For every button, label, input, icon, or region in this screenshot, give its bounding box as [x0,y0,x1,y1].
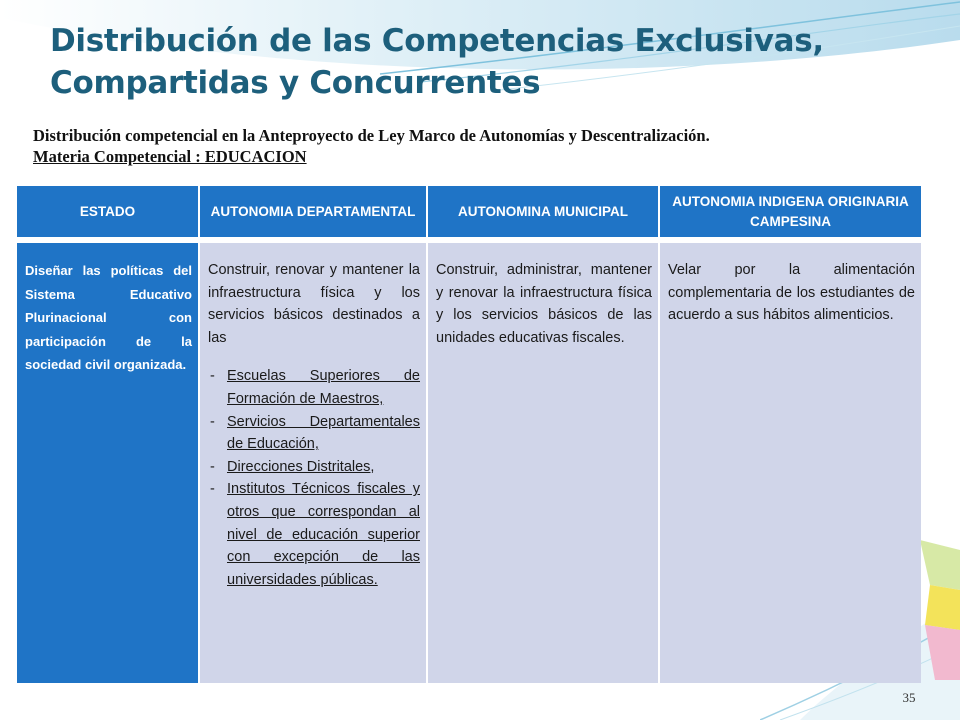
cell-municipal: Construir, administrar, mantener y renovar la infraestructura física y los servicios básicos de las unidades educativas fiscales. [427,240,659,683]
header-autonomia-departamental: AUTONOMIA DEPARTAMENTAL [199,186,427,240]
header-estado: ESTADO [17,186,199,240]
list-item: - Direcciones Distritales, [208,456,420,479]
list-item: - Servicios Departamentales de Educación, [208,411,420,456]
subtitle-line-2: Materia Competencial : EDUCACION [33,147,307,166]
table-header-row [17,186,921,240]
cell-departamental [199,240,427,683]
cell-estado: Diseñar las políticas del Sistema Educativo Plurinacional con participación de la sociedad civil organizada. [17,240,199,683]
header-autonomia-municipal: AUTONOMINA MUNICIPAL [427,186,659,240]
header-autonomia-indigena: AUTONOMIA INDIGENA ORIGINARIA CAMPESINA [659,186,921,240]
list-item: - Escuelas Superiores de Formación de Maestros, [208,365,420,410]
list-item: - Institutos Técnicos fiscales y otros que correspondan al nivel de educación superior con excepción de las universidades públicas. [208,478,420,591]
page-number: 35 [902,690,916,705]
subtitle [33,125,913,167]
subtitle-line-1: Distribución competencial en la Anteproyecto de Ley Marco de Autonomías y Descentralización. [33,126,710,145]
cell-indigena: Velar por la alimentación complementaria de los estudiantes de acuerdo a sus hábitos alimenticios. [659,240,921,683]
page-title: Distribución de las Competencias Exclusivas, Compartidas y Concurrentes [50,23,824,101]
departamental-list [208,365,420,591]
table-row [17,240,921,683]
departamental-intro: Construir, renovar y mantener la infraestructura física y los servicios básicos destinados a las [208,262,420,346]
competencies-table [17,186,921,683]
